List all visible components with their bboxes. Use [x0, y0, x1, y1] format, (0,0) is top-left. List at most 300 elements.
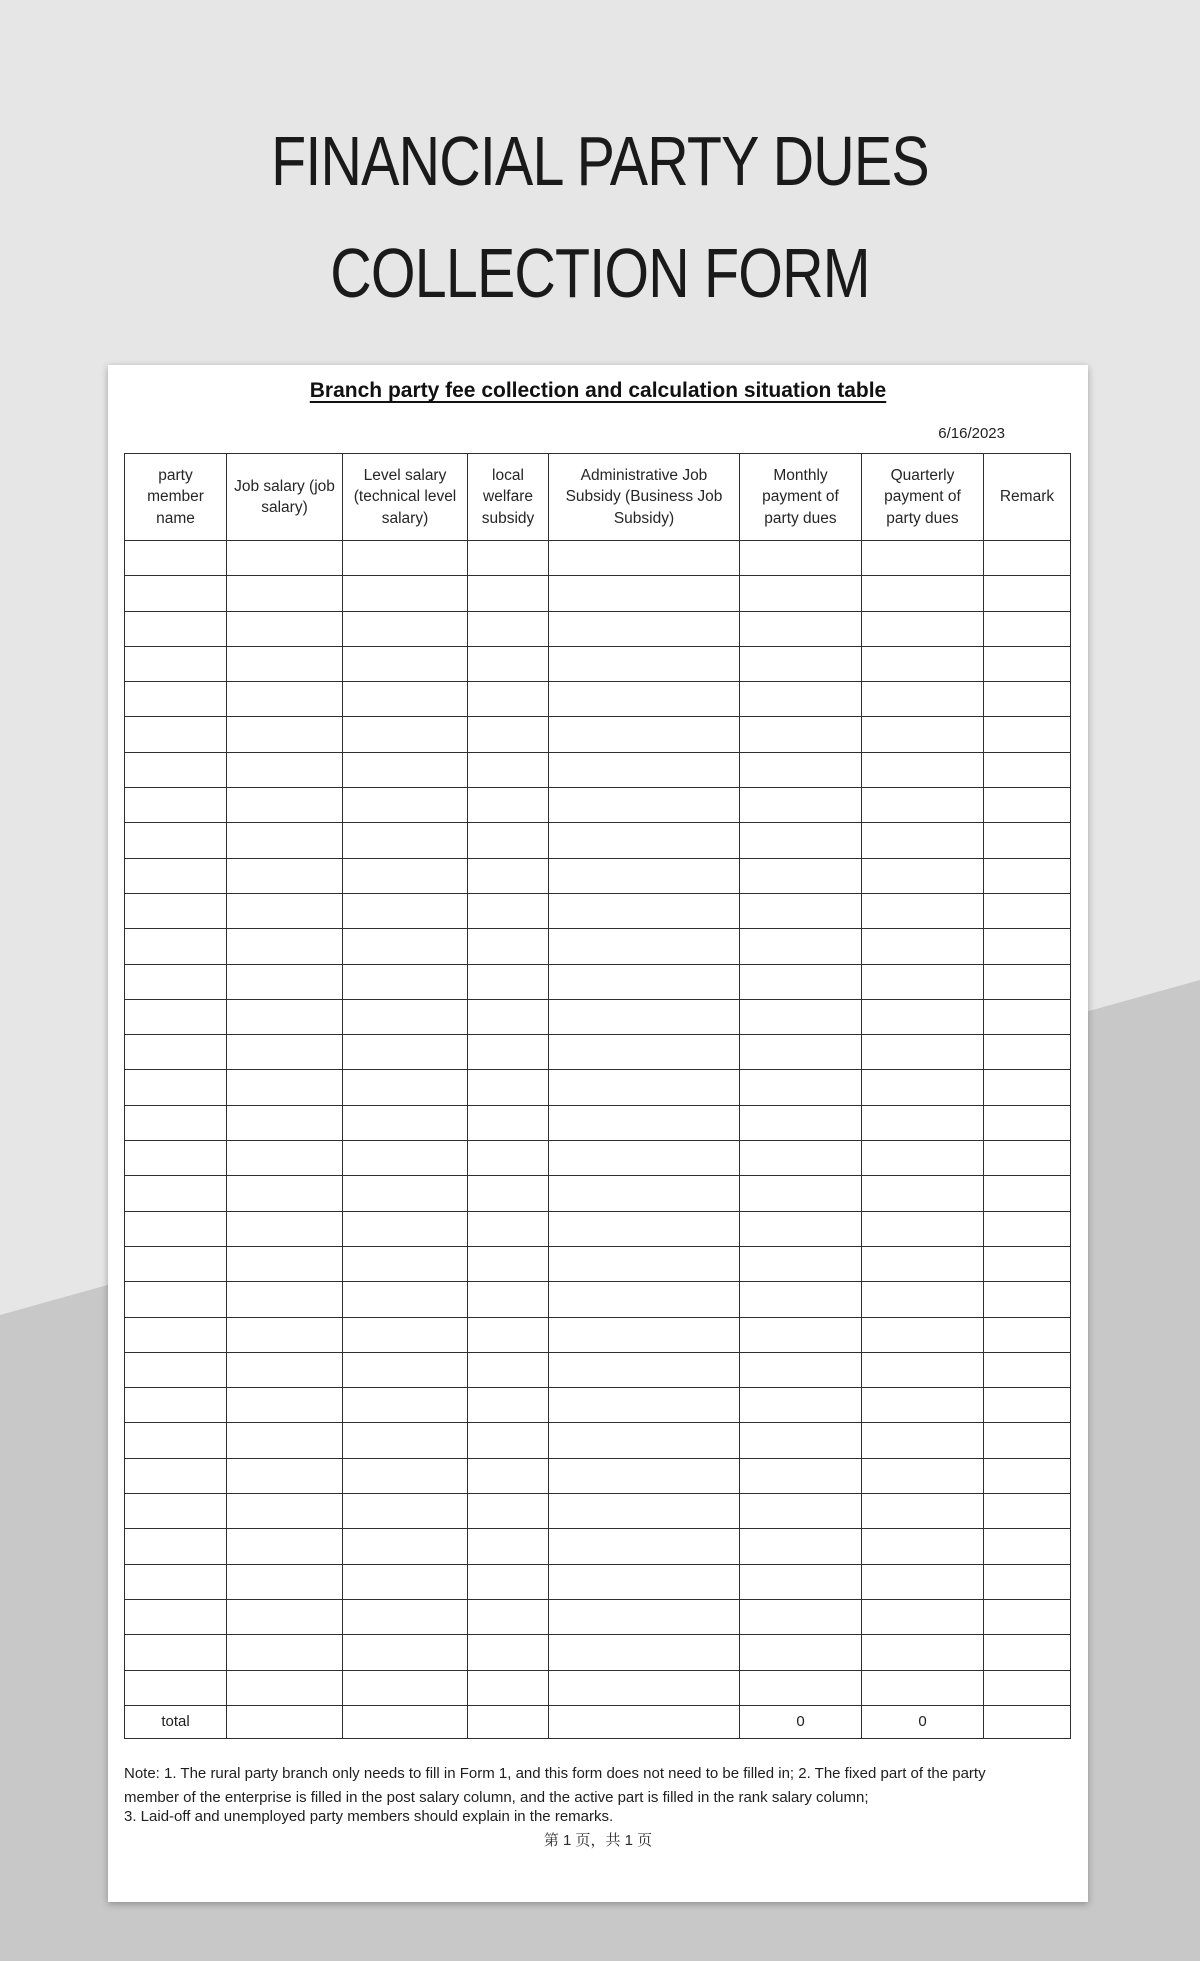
table-cell [862, 964, 984, 999]
table-cell [549, 1670, 740, 1705]
table-row [125, 1105, 1071, 1140]
table-cell [740, 788, 862, 823]
table-row [125, 1070, 1071, 1105]
table-cell [227, 576, 343, 611]
table-header [125, 454, 1071, 541]
table-cell [468, 1105, 549, 1140]
table-cell [227, 1211, 343, 1246]
table-cell [468, 823, 549, 858]
table-cell [468, 682, 549, 717]
table-cell [984, 1246, 1071, 1281]
table-row [125, 999, 1071, 1034]
table-cell [343, 823, 468, 858]
table-cell [740, 823, 862, 858]
table-cell [227, 964, 343, 999]
table-cell [740, 999, 862, 1034]
dues-table [124, 453, 1071, 1739]
column-header: local welfare subsidy [468, 454, 549, 541]
table-cell [740, 682, 862, 717]
table-cell [862, 1388, 984, 1423]
table-cell [549, 541, 740, 576]
table-cell [740, 964, 862, 999]
table-cell [862, 1141, 984, 1176]
table-cell [549, 1282, 740, 1317]
table-cell [984, 752, 1071, 787]
table-row [125, 682, 1071, 717]
table-cell [343, 788, 468, 823]
table-cell [343, 1352, 468, 1387]
table-cell [343, 1282, 468, 1317]
table-cell [740, 1105, 862, 1140]
table-cell [227, 929, 343, 964]
table-cell [468, 1670, 549, 1705]
table-cell [125, 893, 227, 928]
table-cell [984, 1599, 1071, 1634]
table-cell [468, 646, 549, 681]
table-cell [984, 611, 1071, 646]
column-header: party member name [125, 454, 227, 541]
table-cell [549, 1423, 740, 1458]
table-cell [125, 788, 227, 823]
table-cell [862, 611, 984, 646]
table-cell [549, 929, 740, 964]
table-cell [227, 717, 343, 752]
table-cell [227, 1423, 343, 1458]
table-cell [227, 646, 343, 681]
table-cell [862, 1670, 984, 1705]
table-row [125, 929, 1071, 964]
table-cell [227, 541, 343, 576]
column-header: Remark [984, 454, 1071, 541]
table-cell [862, 1176, 984, 1211]
table-cell [549, 1105, 740, 1140]
table-cell [343, 576, 468, 611]
table-cell [227, 893, 343, 928]
table-cell [468, 541, 549, 576]
table-cell [549, 964, 740, 999]
table-cell [740, 1282, 862, 1317]
table-cell [227, 1141, 343, 1176]
table-cell [343, 929, 468, 964]
table-cell [740, 858, 862, 893]
table-cell [549, 717, 740, 752]
table-cell [549, 823, 740, 858]
table-cell [227, 1176, 343, 1211]
table-row [125, 1176, 1071, 1211]
table-row [125, 788, 1071, 823]
table-cell [862, 1282, 984, 1317]
table-cell [343, 1176, 468, 1211]
table-cell [468, 576, 549, 611]
table-cell [125, 1317, 227, 1352]
table-cell [984, 893, 1071, 928]
table-row [125, 717, 1071, 752]
table-cell [125, 646, 227, 681]
table-cell [125, 1599, 227, 1634]
table-cell [125, 1670, 227, 1705]
table-cell [549, 752, 740, 787]
column-header: Administrative Job Subsidy (Business Job Subsidy) [549, 454, 740, 541]
table-cell [227, 1635, 343, 1670]
table-cell [862, 1035, 984, 1070]
table-cell [740, 1635, 862, 1670]
table-cell [343, 964, 468, 999]
table-cell [549, 858, 740, 893]
table-cell [227, 1105, 343, 1140]
table-cell [125, 1564, 227, 1599]
table-cell [468, 1317, 549, 1352]
table-cell [125, 752, 227, 787]
table-cell [549, 611, 740, 646]
table-cell [227, 1458, 343, 1493]
table-cell [227, 682, 343, 717]
table-cell [549, 893, 740, 928]
table-cell [862, 717, 984, 752]
table-cell [343, 1070, 468, 1105]
table-cell [343, 646, 468, 681]
table-cell [549, 1176, 740, 1211]
table-cell [740, 576, 862, 611]
table-cell [862, 682, 984, 717]
table-cell [343, 1458, 468, 1493]
table-cell [740, 1035, 862, 1070]
table-cell [125, 999, 227, 1034]
table-cell [862, 1070, 984, 1105]
table-cell [125, 1141, 227, 1176]
total-cell: 0 [740, 1705, 862, 1738]
table-cell [343, 1529, 468, 1564]
note-line-3: 3. Laid-off and unemployed party members should explain in the remarks. [124, 1808, 614, 1825]
table-cell [125, 1529, 227, 1564]
table-row [125, 576, 1071, 611]
table-cell [125, 1105, 227, 1140]
table-cell [862, 1211, 984, 1246]
table-cell [468, 1035, 549, 1070]
table-cell [862, 1105, 984, 1140]
total-cell: 0 [862, 1705, 984, 1738]
table-cell [862, 999, 984, 1034]
table-cell [343, 611, 468, 646]
table-row [125, 1670, 1071, 1705]
table-cell [227, 999, 343, 1034]
table-cell [862, 929, 984, 964]
table-cell [468, 717, 549, 752]
table-cell [468, 1635, 549, 1670]
table-cell [549, 1246, 740, 1281]
table-cell [984, 682, 1071, 717]
page-title-line1: FINANCIAL PARTY DUES [271, 122, 929, 200]
table-cell [984, 929, 1071, 964]
table-cell [125, 858, 227, 893]
table-cell [227, 1529, 343, 1564]
table-cell [984, 717, 1071, 752]
table-cell [343, 1246, 468, 1281]
table-cell [549, 1564, 740, 1599]
table-cell [740, 1211, 862, 1246]
total-label: total [125, 1705, 227, 1738]
table-cell [740, 752, 862, 787]
table-cell [468, 1458, 549, 1493]
table-row [125, 1035, 1071, 1070]
table-cell [740, 1423, 862, 1458]
table-row [125, 1211, 1071, 1246]
table-row [125, 1564, 1071, 1599]
table-cell [984, 1176, 1071, 1211]
table-cell [125, 1035, 227, 1070]
sheet-heading: Branch party fee collection and calculation situation table [309, 379, 887, 402]
column-header: Level salary (technical level salary) [343, 454, 468, 541]
table-cell [862, 1458, 984, 1493]
table-row [125, 611, 1071, 646]
table-cell [862, 1317, 984, 1352]
table-cell [549, 1458, 740, 1493]
table-cell [125, 1388, 227, 1423]
table-cell [227, 788, 343, 823]
table-cell [343, 1141, 468, 1176]
table-row [125, 1635, 1071, 1670]
table-cell [740, 1352, 862, 1387]
table-cell [343, 1635, 468, 1670]
table-cell [468, 999, 549, 1034]
total-cell [984, 1705, 1071, 1738]
total-row [125, 1705, 1071, 1738]
table-row [125, 1282, 1071, 1317]
table-cell [740, 1564, 862, 1599]
notes [124, 1763, 1078, 1826]
table-cell [125, 541, 227, 576]
table-cell [549, 646, 740, 681]
table-cell [468, 1564, 549, 1599]
table-cell [740, 893, 862, 928]
table-cell [227, 1388, 343, 1423]
table-cell [125, 964, 227, 999]
column-header: Quarterly payment of party dues [862, 454, 984, 541]
table-cell [862, 1352, 984, 1387]
table-cell [862, 858, 984, 893]
table-cell [343, 682, 468, 717]
table-row [125, 752, 1071, 787]
table-cell [984, 1070, 1071, 1105]
table-cell [984, 1564, 1071, 1599]
table-cell [468, 1352, 549, 1387]
table-cell [740, 1494, 862, 1529]
table-cell [862, 646, 984, 681]
sheet-date: 6/16/2023 [938, 425, 1005, 442]
table-cell [549, 576, 740, 611]
table-cell [468, 893, 549, 928]
table-cell [984, 823, 1071, 858]
table-cell [227, 611, 343, 646]
table-cell [740, 541, 862, 576]
table-cell [468, 1246, 549, 1281]
table-cell [862, 1246, 984, 1281]
table-cell [125, 1176, 227, 1211]
table-cell [468, 752, 549, 787]
table-cell [227, 1564, 343, 1599]
table-cell [227, 1246, 343, 1281]
table-cell [984, 646, 1071, 681]
table-cell [984, 1458, 1071, 1493]
total-cell [468, 1705, 549, 1738]
table-cell [468, 964, 549, 999]
table-cell [343, 1564, 468, 1599]
table-row [125, 1388, 1071, 1423]
table-cell [125, 611, 227, 646]
table-cell [549, 1141, 740, 1176]
table-cell [740, 1141, 862, 1176]
table-cell [125, 1635, 227, 1670]
table-cell [227, 752, 343, 787]
table-row [125, 1458, 1071, 1493]
table-cell [862, 1494, 984, 1529]
table-cell [549, 1494, 740, 1529]
table-row [125, 1423, 1071, 1458]
table-row [125, 1529, 1071, 1564]
table-cell [549, 1352, 740, 1387]
table-cell [740, 646, 862, 681]
table-cell [984, 1141, 1071, 1176]
table-cell [984, 576, 1071, 611]
table-cell [125, 1211, 227, 1246]
table-cell [984, 1105, 1071, 1140]
table-row [125, 823, 1071, 858]
table-cell [343, 1317, 468, 1352]
table-cell [740, 1670, 862, 1705]
table-cell [468, 788, 549, 823]
column-header: Monthly payment of party dues [740, 454, 862, 541]
dues-table-wrapper [124, 453, 1071, 1739]
table-cell [984, 1670, 1071, 1705]
table-cell [740, 1599, 862, 1634]
table-cell [549, 999, 740, 1034]
page-title-line2: COLLECTION FORM [330, 234, 870, 312]
table-cell [468, 1070, 549, 1105]
table-cell [740, 1317, 862, 1352]
table-cell [125, 717, 227, 752]
table-cell [468, 1599, 549, 1634]
table-cell [984, 1529, 1071, 1564]
table-cell [227, 1035, 343, 1070]
table-row [125, 1494, 1071, 1529]
table-cell [468, 1423, 549, 1458]
table-row [125, 1599, 1071, 1634]
table-row [125, 646, 1071, 681]
table-cell [343, 752, 468, 787]
table-cell [343, 717, 468, 752]
table-body [125, 541, 1071, 1739]
table-row [125, 893, 1071, 928]
table-cell [740, 611, 862, 646]
table-cell [125, 576, 227, 611]
table-cell [984, 1035, 1071, 1070]
table-cell [549, 1211, 740, 1246]
note-line-1: Note: 1. The rural party branch only needs to fill in Form 1, and this form does not need to be filled in; 2. The fixed part of the party [124, 1765, 986, 1782]
table-cell [862, 823, 984, 858]
table-cell [862, 576, 984, 611]
table-cell [740, 1070, 862, 1105]
table-cell [984, 1388, 1071, 1423]
table-cell [343, 858, 468, 893]
table-cell [343, 1599, 468, 1634]
table-row [125, 1246, 1071, 1281]
table-cell [227, 1599, 343, 1634]
table-cell [468, 1494, 549, 1529]
table-cell [343, 1494, 468, 1529]
table-cell [227, 1352, 343, 1387]
table-cell [984, 1282, 1071, 1317]
table-cell [125, 1070, 227, 1105]
table-row [125, 1317, 1071, 1352]
page-title [108, 105, 1092, 329]
total-cell [549, 1705, 740, 1738]
table-cell [740, 1388, 862, 1423]
table-cell [125, 1352, 227, 1387]
table-cell [343, 893, 468, 928]
table-row [125, 858, 1071, 893]
table-cell [549, 1388, 740, 1423]
table-cell [343, 999, 468, 1034]
table-cell [468, 858, 549, 893]
table-cell [862, 1529, 984, 1564]
table-cell [227, 1282, 343, 1317]
table-cell [549, 788, 740, 823]
table-cell [227, 823, 343, 858]
table-cell [227, 858, 343, 893]
table-row [125, 1352, 1071, 1387]
table-cell [343, 1670, 468, 1705]
table-cell [227, 1494, 343, 1529]
page-indicator: 第 1 页，共 1 页 [543, 1832, 653, 1849]
table-cell [862, 1599, 984, 1634]
note-line-2: member of the enterprise is filled in the post salary column, and the active part is filled in the rank salary column; [124, 1789, 869, 1806]
table-cell [125, 929, 227, 964]
table-cell [862, 752, 984, 787]
table-header-row [125, 454, 1071, 541]
table-cell [125, 1423, 227, 1458]
table-cell [343, 1423, 468, 1458]
table-cell [984, 788, 1071, 823]
table-cell [125, 1282, 227, 1317]
table-cell [984, 1211, 1071, 1246]
total-cell [227, 1705, 343, 1738]
table-cell [549, 1035, 740, 1070]
table-cell [740, 1458, 862, 1493]
column-header: Job salary (job salary) [227, 454, 343, 541]
table-cell [740, 717, 862, 752]
table-cell [862, 893, 984, 928]
table-cell [227, 1670, 343, 1705]
table-cell [549, 1599, 740, 1634]
table-cell [984, 858, 1071, 893]
table-cell [468, 1388, 549, 1423]
table-cell [125, 682, 227, 717]
table-cell [468, 1211, 549, 1246]
table-cell [984, 1423, 1071, 1458]
table-cell [468, 1176, 549, 1211]
table-cell [984, 1352, 1071, 1387]
table-cell [468, 1282, 549, 1317]
table-cell [343, 1388, 468, 1423]
table-cell [984, 1635, 1071, 1670]
table-cell [125, 1246, 227, 1281]
table-cell [862, 1635, 984, 1670]
table-cell [468, 1529, 549, 1564]
table-cell [740, 1176, 862, 1211]
table-row [125, 964, 1071, 999]
total-cell [343, 1705, 468, 1738]
table-cell [549, 1070, 740, 1105]
table-cell [468, 929, 549, 964]
